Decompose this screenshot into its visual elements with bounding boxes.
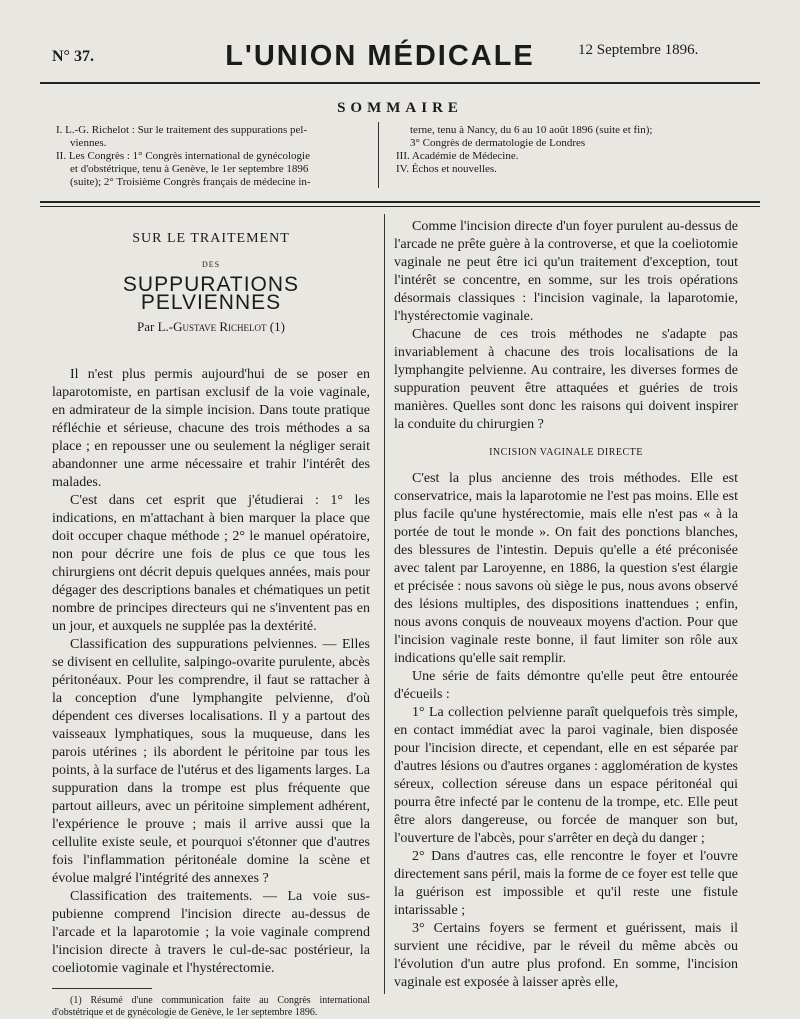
paragraph: Chacune de ces trois méthodes ne s'adapte pas invariablement à chacune des trois localisations de la lymphangite pelvienne. Au contraire, les diverses formes de suppuration peuvent être attaquées et guéries de trois manières. Quelles sont donc les raisons qui doivent inspirer la conduite du chirurgien ? <box>394 327 738 432</box>
sommaire-line: terne, tenu à Nancy, du 6 au 10 août 1896 (suite et fin); <box>410 124 653 136</box>
paragraph: 1° La collection pelvienne paraît quelquefois très simple, en contact immédiat avec la paroi vaginale, bien disposée pour l'incision directe, et cependant, elle en est séparée par d'autres lésions ou d'autres organes : agglomération de kystes séreux, collection séreuse dans un espace péritonéal qui pourra être infecté par le contenu de la trompe, etc. Elle peut être alors dangereuse, ou forcée de manquer son but, l'ouverture de l'abcès, pour s'arrêter en deçà du danger ; <box>394 705 738 846</box>
paragraph: Comme l'incision directe d'un foyer purulent au-dessus de l'arcade ne prête guère à la controverse, et que la coeliotomie vaginale ne peut être ici qu'un traitement d'exception, tout l'intérêt se concentre, en somme, sur les trois opérations désormais classiques : l'incision vaginale, la laparotomie, l'hystérectomie vaginale. <box>394 219 738 324</box>
left-column <box>52 228 370 1019</box>
sommaire-right <box>396 124 736 176</box>
article-title-line1: SUR LE TRAITEMENT <box>132 231 290 246</box>
footnote-rule <box>52 988 152 989</box>
paragraph: Classification des traitements. — La voie sus-pubienne comprend l'incision directe au-dessus de l'arcade et la laparotomie ; la voie vaginale comprend l'incision directe à travers le cul-de-sac postérieur, la coeliotomie vaginale et l'hystérectomie. <box>52 889 370 976</box>
article-title-des: DES <box>201 260 221 269</box>
masthead <box>0 40 800 80</box>
sommaire-heading: SOMMAIRE <box>337 100 463 116</box>
paragraph: 3° Certains foyers se ferment et guérissent, mais il survient une récidive, par le réveil du même abcès ou l'évolution d'un autre plus profond. En somme, l'incision vaginale est exposée à laisser après elle, <box>394 921 738 990</box>
paragraph: C'est dans cet esprit que j'étudierai : 1° les indications, en m'attachant à bien marquer la place que doit occuper chaque méthode ; 2° le manuel opératoire, non pour décrire une fois de plus ce que tous les chirurgiens ont décrit depuis quelques années, mais pour dégager des descriptions banales et chématiques un petit nombre de principes directeurs qui ne s'inventent pas en un jour, et auxquels ne supplée pas la dextérité. <box>52 493 370 634</box>
sommaire-line: viennes. <box>70 137 107 149</box>
section-subheading: INCISION VAGINALE DIRECTE <box>489 447 643 458</box>
sommaire-rule-2 <box>40 206 760 207</box>
masthead-rule <box>40 82 760 84</box>
right-column <box>394 218 738 992</box>
sommaire-line: III. Académie de Médecine. <box>396 150 519 162</box>
sommaire-line: et d'obstétrique, tenu à Genève, le 1er septembre 1896 <box>70 163 309 175</box>
paragraph: Il n'est plus permis aujourd'hui de se poser en laparotomiste, en partisan exclusif de la voie vaginale, en admirateur de la simple incision. Dans toute pratique réfléchie et sérieuse, chacune des trois méthodes a sa place ; en repousser une ou seulement la négliger serait abandonner une arme nécessaire et trahir l'intérêt des malades. <box>52 367 370 490</box>
sommaire-line: 3° Congrès de dermatologie de Londres <box>410 137 586 149</box>
paragraph: Une série de faits démontre qu'elle peut être entourée d'écueils : <box>394 669 738 702</box>
sommaire-line: II. Les Congrès : 1° Congrès international de gynécologie <box>56 150 310 162</box>
footnote: (1) Résumé d'une communication faite au Congrès international d'obstétrique et de gynécologie de Genève, le 1er septembre 1896. <box>52 995 370 1018</box>
sommaire-rule-1 <box>40 201 760 203</box>
journal-title: L'UNION MÉDICALE <box>225 40 535 72</box>
paragraph: Classification des suppurations pelviennes. — Elles se divisent en cellulite, salpingo-ovarite purulente, abcès péritonéaux. Pour les comprendre, il faut se rattacher à la conception d'une lymphangite pelvienne, d'où dépendent ces diverses localisations. Il y a partout des vaisseaux lymphatiques, sous la muqueuse, dans les parois utérines ; ils abordent le péritoine par tous les points, à la surface de l'utérus et des ligaments larges. La suppuration dans la trompe est plus fréquente que partout ailleurs, avec un péritoine simplement adhérent, l'expérience le prouve ; mais il arrive aussi que la cellulite existe seule, et pourquoi s'étonner que d'autres fois l'inflammation péritonéale domine la scène et évolue malgré l'intégrité des annexes ? <box>52 637 370 886</box>
issue-number: N° 37. <box>52 48 94 65</box>
sommaire-line: I. L.-G. Richelot : Sur le traitement des suppurations pel- <box>56 124 308 136</box>
sommaire-divider <box>378 122 379 188</box>
issue-date: 12 Septembre 1896. <box>578 42 699 58</box>
sommaire-line: IV. Échos et nouvelles. <box>396 163 497 175</box>
sommaire-left <box>56 124 368 189</box>
paragraph: C'est la plus ancienne des trois méthodes. Elle est conservatrice, mais la laparotomie ne l'est pas moins. Elle est plus facile qu'une hystérectomie, mais elle n'est pas « à la portée de tout le monde ». On fait des ponctions blanches, des blessures de l'intestin. Depuis qu'elle a été préconisée avec talent par Laroyenne, en 1886, la question s'est élargie et précisée : nous savons où siège le pus, nous avons observé des lésions multiples, des dispositions inattendues ; enfin, nous avons conquis de nouveaux moyens d'action. Pour que l'incision vaginale reste bonne, il faut limiter son rôle aux indications qu'elle sait remplir. <box>394 471 738 666</box>
paragraph: 2° Dans d'autres cas, elle rencontre le foyer et l'ouvre directement sans péril, mais la forme de ce foyer est telle que la guérison est impossible et qu'il reste une fistule intarissable ; <box>394 849 738 918</box>
article-author <box>52 318 370 336</box>
author-name: L.-Gustave Richelot (1) <box>157 319 285 334</box>
column-divider <box>384 214 385 994</box>
sommaire-line: (suite); 2° Troisième Congrès français de médecine in- <box>70 176 311 188</box>
article-title-main: SUPPURATIONS PELVIENNES <box>122 273 300 314</box>
author-prefix: Par <box>137 319 158 334</box>
